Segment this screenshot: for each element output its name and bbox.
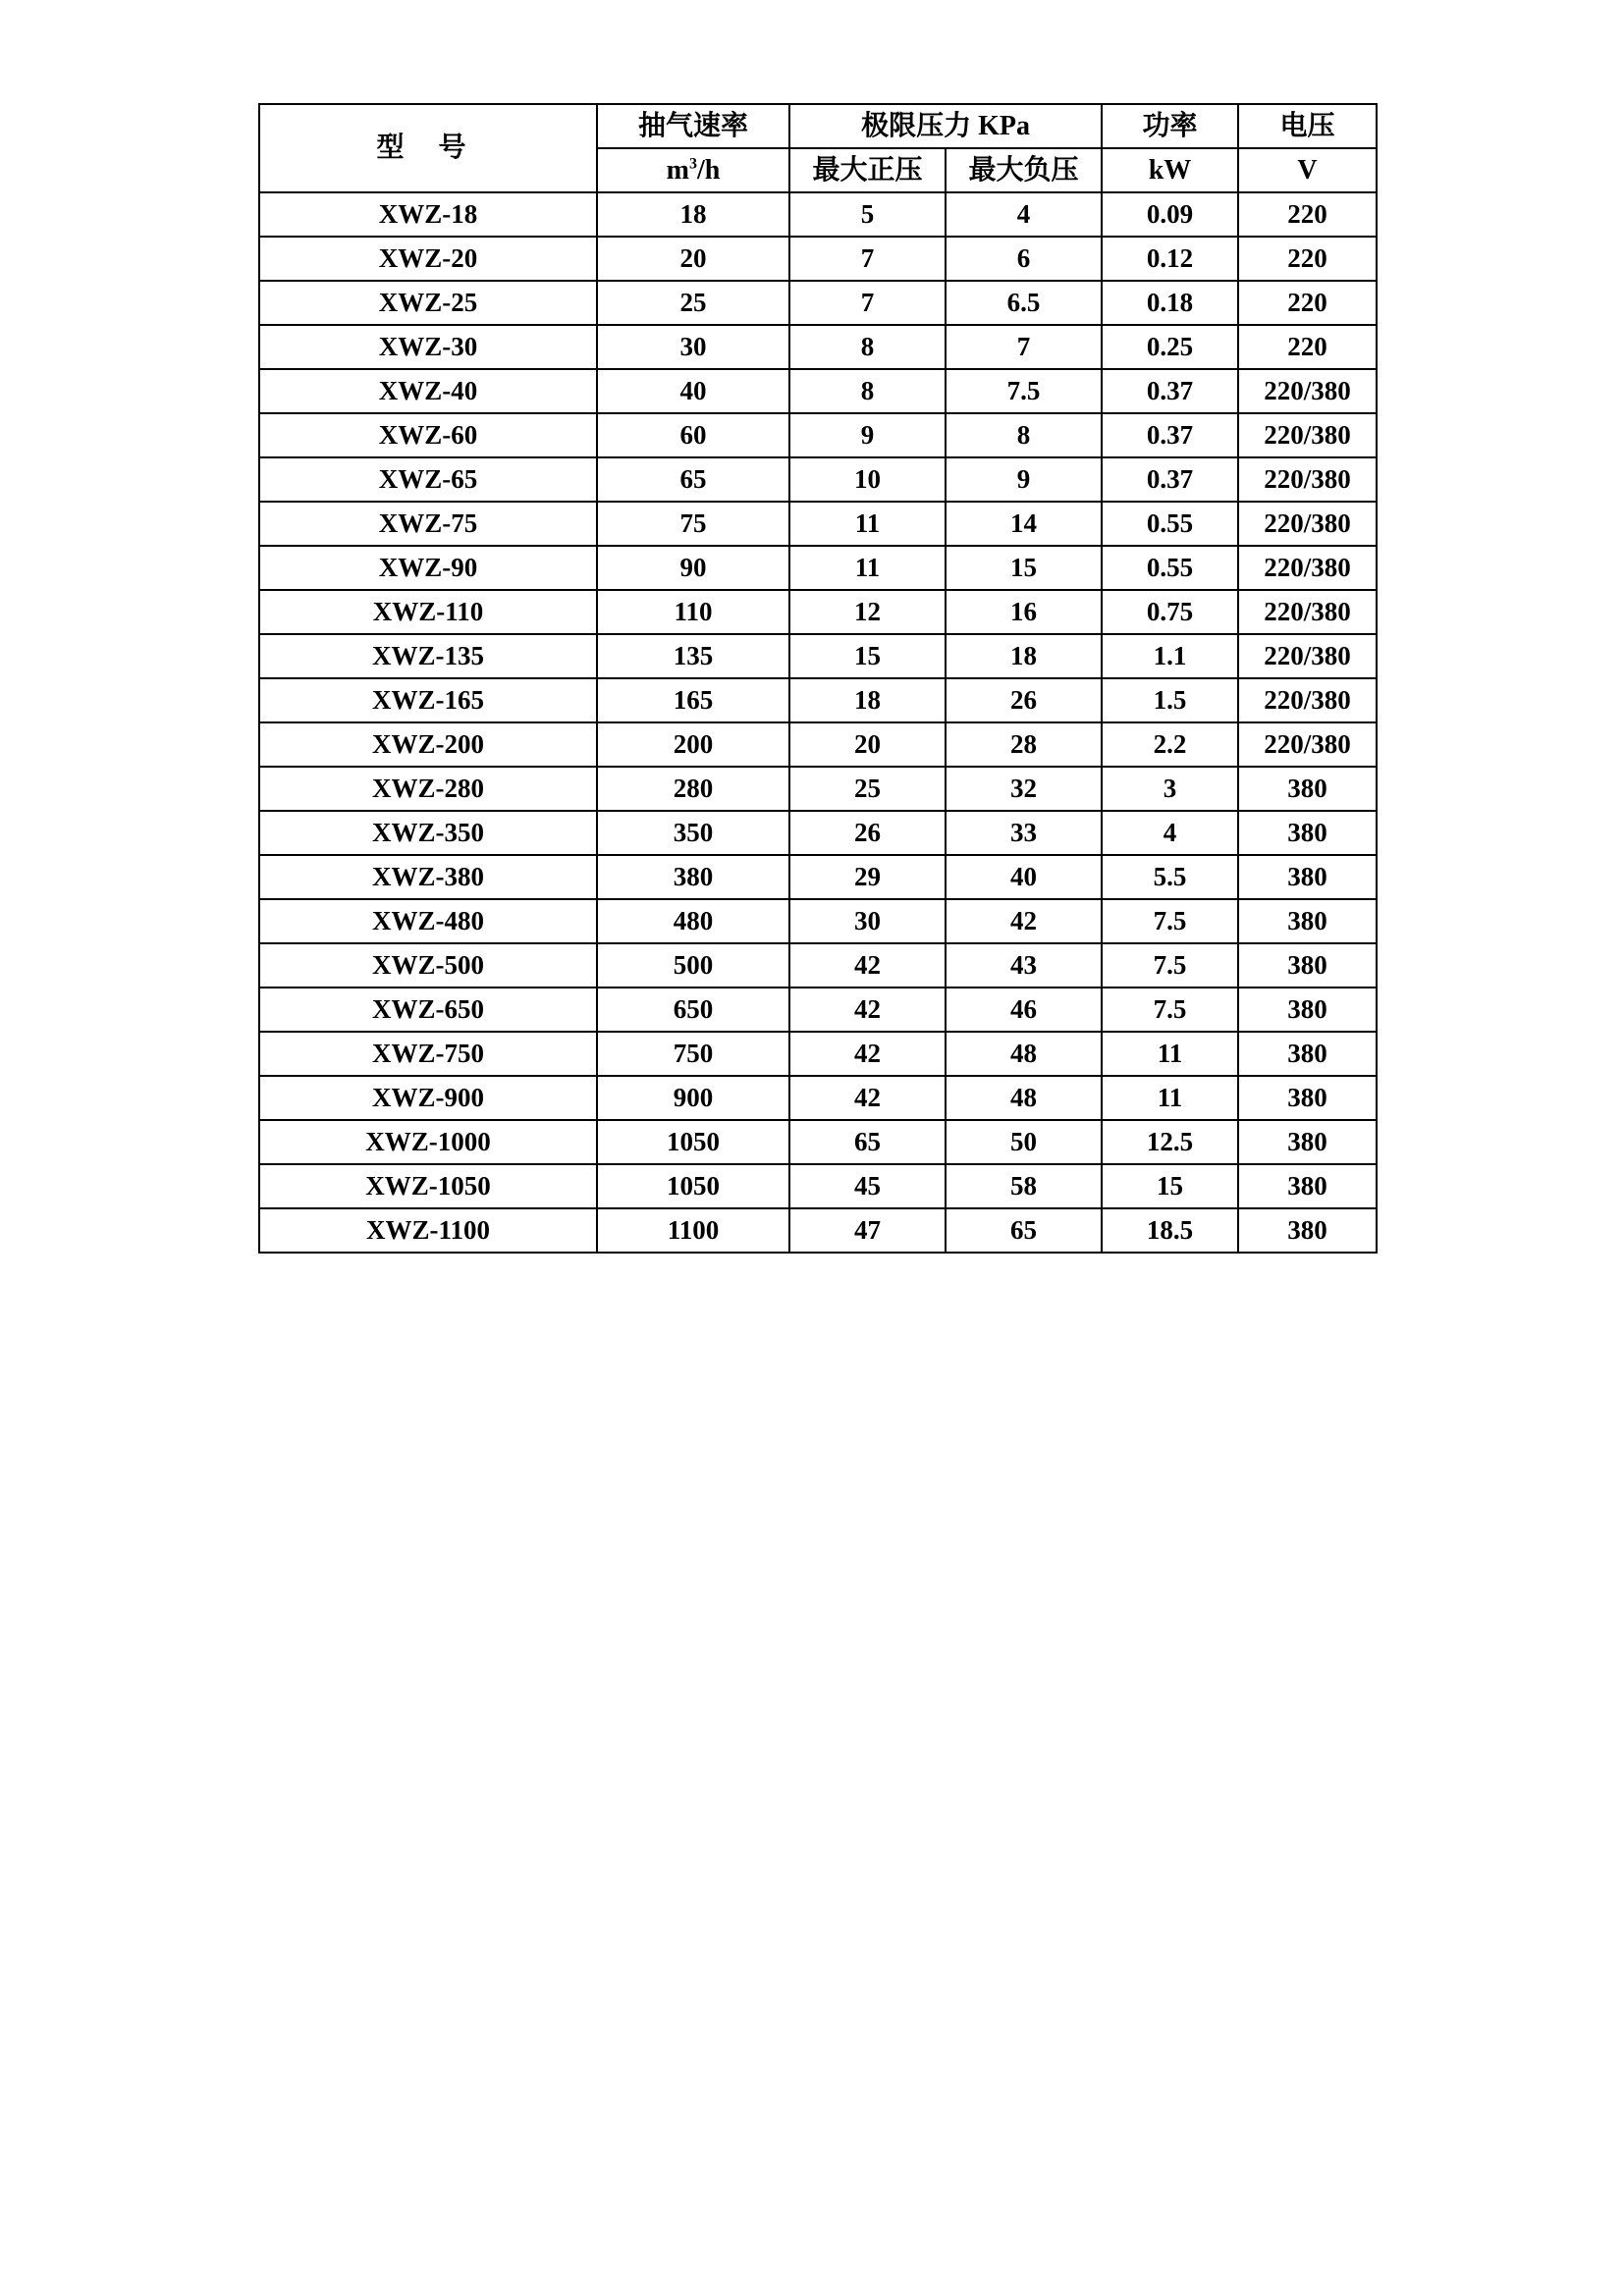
cell-speed: 60 bbox=[597, 413, 789, 457]
cell-power: 5.5 bbox=[1102, 855, 1238, 899]
cell-voltage: 380 bbox=[1238, 943, 1377, 988]
cell-max-negative: 65 bbox=[946, 1208, 1102, 1253]
cell-model: XWZ-20 bbox=[259, 237, 597, 281]
cell-model: XWZ-1050 bbox=[259, 1164, 597, 1208]
cell-max-negative: 6.5 bbox=[946, 281, 1102, 325]
cell-power: 11 bbox=[1102, 1076, 1238, 1120]
cell-speed: 900 bbox=[597, 1076, 789, 1120]
cell-max-positive: 10 bbox=[789, 457, 946, 502]
cell-max-positive: 65 bbox=[789, 1120, 946, 1164]
cell-max-positive: 5 bbox=[789, 192, 946, 237]
cell-speed: 65 bbox=[597, 457, 789, 502]
cell-max-positive: 20 bbox=[789, 722, 946, 767]
cell-power: 0.12 bbox=[1102, 237, 1238, 281]
cell-max-positive: 7 bbox=[789, 237, 946, 281]
cell-max-negative: 43 bbox=[946, 943, 1102, 988]
cell-voltage: 220/380 bbox=[1238, 502, 1377, 546]
cell-speed: 750 bbox=[597, 1032, 789, 1076]
cell-power: 0.55 bbox=[1102, 502, 1238, 546]
cell-power: 7.5 bbox=[1102, 899, 1238, 943]
cell-model: XWZ-18 bbox=[259, 192, 597, 237]
cell-max-negative: 26 bbox=[946, 678, 1102, 722]
table-row bbox=[259, 1032, 1377, 1076]
cell-speed: 135 bbox=[597, 634, 789, 678]
cell-max-positive: 29 bbox=[789, 855, 946, 899]
cell-power: 2.2 bbox=[1102, 722, 1238, 767]
cell-max-negative: 18 bbox=[946, 634, 1102, 678]
table-row bbox=[259, 413, 1377, 457]
table-row bbox=[259, 943, 1377, 988]
cell-model: XWZ-500 bbox=[259, 943, 597, 988]
cell-speed: 200 bbox=[597, 722, 789, 767]
cell-model: XWZ-380 bbox=[259, 855, 597, 899]
cell-voltage: 380 bbox=[1238, 1120, 1377, 1164]
header-voltage-unit: V bbox=[1238, 148, 1377, 192]
cell-voltage: 220/380 bbox=[1238, 678, 1377, 722]
cell-speed: 110 bbox=[597, 590, 789, 634]
header-max-positive: 最大正压 bbox=[789, 148, 946, 192]
cell-voltage: 380 bbox=[1238, 855, 1377, 899]
cell-max-positive: 9 bbox=[789, 413, 946, 457]
speed-unit-base: m bbox=[666, 154, 689, 186]
cell-voltage: 220/380 bbox=[1238, 634, 1377, 678]
cell-power: 0.75 bbox=[1102, 590, 1238, 634]
cell-model: XWZ-750 bbox=[259, 1032, 597, 1076]
cell-voltage: 380 bbox=[1238, 1076, 1377, 1120]
cell-max-negative: 42 bbox=[946, 899, 1102, 943]
cell-max-negative: 4 bbox=[946, 192, 1102, 237]
cell-max-negative: 48 bbox=[946, 1076, 1102, 1120]
cell-voltage: 220 bbox=[1238, 281, 1377, 325]
cell-max-positive: 42 bbox=[789, 988, 946, 1032]
cell-max-negative: 50 bbox=[946, 1120, 1102, 1164]
cell-max-negative: 7 bbox=[946, 325, 1102, 369]
table-row bbox=[259, 855, 1377, 899]
header-row-1 bbox=[259, 104, 1377, 148]
table-row bbox=[259, 1208, 1377, 1253]
cell-max-positive: 12 bbox=[789, 590, 946, 634]
cell-model: XWZ-650 bbox=[259, 988, 597, 1032]
cell-model: XWZ-900 bbox=[259, 1076, 597, 1120]
cell-speed: 25 bbox=[597, 281, 789, 325]
cell-speed: 75 bbox=[597, 502, 789, 546]
cell-speed: 30 bbox=[597, 325, 789, 369]
cell-model: XWZ-480 bbox=[259, 899, 597, 943]
table-row bbox=[259, 678, 1377, 722]
cell-voltage: 220/380 bbox=[1238, 369, 1377, 413]
table-row bbox=[259, 502, 1377, 546]
table-row bbox=[259, 811, 1377, 855]
cell-max-negative: 46 bbox=[946, 988, 1102, 1032]
table-row bbox=[259, 457, 1377, 502]
cell-model: XWZ-25 bbox=[259, 281, 597, 325]
cell-max-positive: 47 bbox=[789, 1208, 946, 1253]
cell-max-positive: 18 bbox=[789, 678, 946, 722]
cell-power: 0.09 bbox=[1102, 192, 1238, 237]
table-row bbox=[259, 237, 1377, 281]
cell-max-negative: 48 bbox=[946, 1032, 1102, 1076]
header-model: 型 号 bbox=[259, 104, 597, 192]
cell-power: 0.37 bbox=[1102, 457, 1238, 502]
cell-model: XWZ-75 bbox=[259, 502, 597, 546]
cell-voltage: 220 bbox=[1238, 237, 1377, 281]
table-row bbox=[259, 899, 1377, 943]
cell-max-negative: 16 bbox=[946, 590, 1102, 634]
cell-max-negative: 58 bbox=[946, 1164, 1102, 1208]
cell-max-positive: 8 bbox=[789, 325, 946, 369]
cell-voltage: 380 bbox=[1238, 1208, 1377, 1253]
cell-voltage: 380 bbox=[1238, 1032, 1377, 1076]
cell-power: 0.37 bbox=[1102, 413, 1238, 457]
cell-model: XWZ-1100 bbox=[259, 1208, 597, 1253]
cell-model: XWZ-110 bbox=[259, 590, 597, 634]
cell-speed: 1050 bbox=[597, 1120, 789, 1164]
cell-speed: 20 bbox=[597, 237, 789, 281]
cell-max-positive: 7 bbox=[789, 281, 946, 325]
spec-table bbox=[258, 103, 1378, 1254]
cell-power: 18.5 bbox=[1102, 1208, 1238, 1253]
cell-speed: 280 bbox=[597, 767, 789, 811]
cell-max-positive: 42 bbox=[789, 1032, 946, 1076]
table-row bbox=[259, 281, 1377, 325]
header-pressure: 极限压力 KPa bbox=[789, 104, 1102, 148]
table-row bbox=[259, 1120, 1377, 1164]
cell-speed: 165 bbox=[597, 678, 789, 722]
cell-model: XWZ-350 bbox=[259, 811, 597, 855]
cell-power: 15 bbox=[1102, 1164, 1238, 1208]
cell-power: 4 bbox=[1102, 811, 1238, 855]
cell-max-positive: 11 bbox=[789, 546, 946, 590]
cell-model: XWZ-165 bbox=[259, 678, 597, 722]
table-row bbox=[259, 192, 1377, 237]
speed-unit-sup: 3 bbox=[688, 155, 697, 173]
cell-speed: 500 bbox=[597, 943, 789, 988]
cell-power: 11 bbox=[1102, 1032, 1238, 1076]
cell-max-negative: 8 bbox=[946, 413, 1102, 457]
header-voltage: 电压 bbox=[1238, 104, 1377, 148]
cell-power: 7.5 bbox=[1102, 988, 1238, 1032]
spec-table-header bbox=[259, 104, 1377, 192]
cell-max-positive: 8 bbox=[789, 369, 946, 413]
cell-max-negative: 6 bbox=[946, 237, 1102, 281]
cell-speed: 40 bbox=[597, 369, 789, 413]
table-row bbox=[259, 767, 1377, 811]
cell-voltage: 220/380 bbox=[1238, 546, 1377, 590]
cell-max-negative: 33 bbox=[946, 811, 1102, 855]
cell-voltage: 380 bbox=[1238, 899, 1377, 943]
cell-model: XWZ-280 bbox=[259, 767, 597, 811]
cell-max-positive: 15 bbox=[789, 634, 946, 678]
cell-voltage: 380 bbox=[1238, 767, 1377, 811]
cell-voltage: 380 bbox=[1238, 811, 1377, 855]
cell-power: 1.5 bbox=[1102, 678, 1238, 722]
table-row bbox=[259, 369, 1377, 413]
cell-max-negative: 28 bbox=[946, 722, 1102, 767]
cell-speed: 1050 bbox=[597, 1164, 789, 1208]
table-row bbox=[259, 546, 1377, 590]
cell-model: XWZ-40 bbox=[259, 369, 597, 413]
cell-voltage: 220/380 bbox=[1238, 457, 1377, 502]
cell-model: XWZ-65 bbox=[259, 457, 597, 502]
cell-model: XWZ-90 bbox=[259, 546, 597, 590]
speed-unit-rest: /h bbox=[696, 154, 721, 186]
cell-max-negative: 32 bbox=[946, 767, 1102, 811]
cell-max-positive: 11 bbox=[789, 502, 946, 546]
cell-max-negative: 40 bbox=[946, 855, 1102, 899]
cell-power: 0.18 bbox=[1102, 281, 1238, 325]
table-row bbox=[259, 590, 1377, 634]
cell-power: 0.55 bbox=[1102, 546, 1238, 590]
cell-power: 7.5 bbox=[1102, 943, 1238, 988]
cell-max-positive: 45 bbox=[789, 1164, 946, 1208]
cell-max-negative: 15 bbox=[946, 546, 1102, 590]
cell-max-positive: 42 bbox=[789, 943, 946, 988]
header-power: 功率 bbox=[1102, 104, 1238, 148]
cell-speed: 650 bbox=[597, 988, 789, 1032]
cell-voltage: 220 bbox=[1238, 325, 1377, 369]
cell-model: XWZ-30 bbox=[259, 325, 597, 369]
cell-power: 3 bbox=[1102, 767, 1238, 811]
header-speed: 抽气速率 bbox=[597, 104, 789, 148]
cell-voltage: 220 bbox=[1238, 192, 1377, 237]
table-row bbox=[259, 722, 1377, 767]
cell-voltage: 220/380 bbox=[1238, 722, 1377, 767]
cell-model: XWZ-1000 bbox=[259, 1120, 597, 1164]
header-speed-unit bbox=[597, 148, 789, 192]
cell-speed: 350 bbox=[597, 811, 789, 855]
table-row bbox=[259, 325, 1377, 369]
cell-max-positive: 25 bbox=[789, 767, 946, 811]
cell-speed: 18 bbox=[597, 192, 789, 237]
cell-max-negative: 7.5 bbox=[946, 369, 1102, 413]
cell-model: XWZ-60 bbox=[259, 413, 597, 457]
cell-max-positive: 30 bbox=[789, 899, 946, 943]
header-power-unit: kW bbox=[1102, 148, 1238, 192]
cell-speed: 380 bbox=[597, 855, 789, 899]
cell-voltage: 220/380 bbox=[1238, 413, 1377, 457]
cell-max-positive: 26 bbox=[789, 811, 946, 855]
cell-max-positive: 42 bbox=[789, 1076, 946, 1120]
cell-speed: 1100 bbox=[597, 1208, 789, 1253]
cell-power: 0.25 bbox=[1102, 325, 1238, 369]
table-row bbox=[259, 988, 1377, 1032]
cell-power: 0.37 bbox=[1102, 369, 1238, 413]
spec-table-body bbox=[259, 192, 1377, 1253]
cell-model: XWZ-200 bbox=[259, 722, 597, 767]
table-row bbox=[259, 634, 1377, 678]
cell-max-negative: 9 bbox=[946, 457, 1102, 502]
cell-power: 12.5 bbox=[1102, 1120, 1238, 1164]
header-max-negative: 最大负压 bbox=[946, 148, 1102, 192]
cell-speed: 90 bbox=[597, 546, 789, 590]
cell-model: XWZ-135 bbox=[259, 634, 597, 678]
cell-voltage: 380 bbox=[1238, 988, 1377, 1032]
cell-power: 1.1 bbox=[1102, 634, 1238, 678]
table-row bbox=[259, 1164, 1377, 1208]
cell-voltage: 220/380 bbox=[1238, 590, 1377, 634]
cell-speed: 480 bbox=[597, 899, 789, 943]
cell-voltage: 380 bbox=[1238, 1164, 1377, 1208]
table-row bbox=[259, 1076, 1377, 1120]
cell-max-negative: 14 bbox=[946, 502, 1102, 546]
